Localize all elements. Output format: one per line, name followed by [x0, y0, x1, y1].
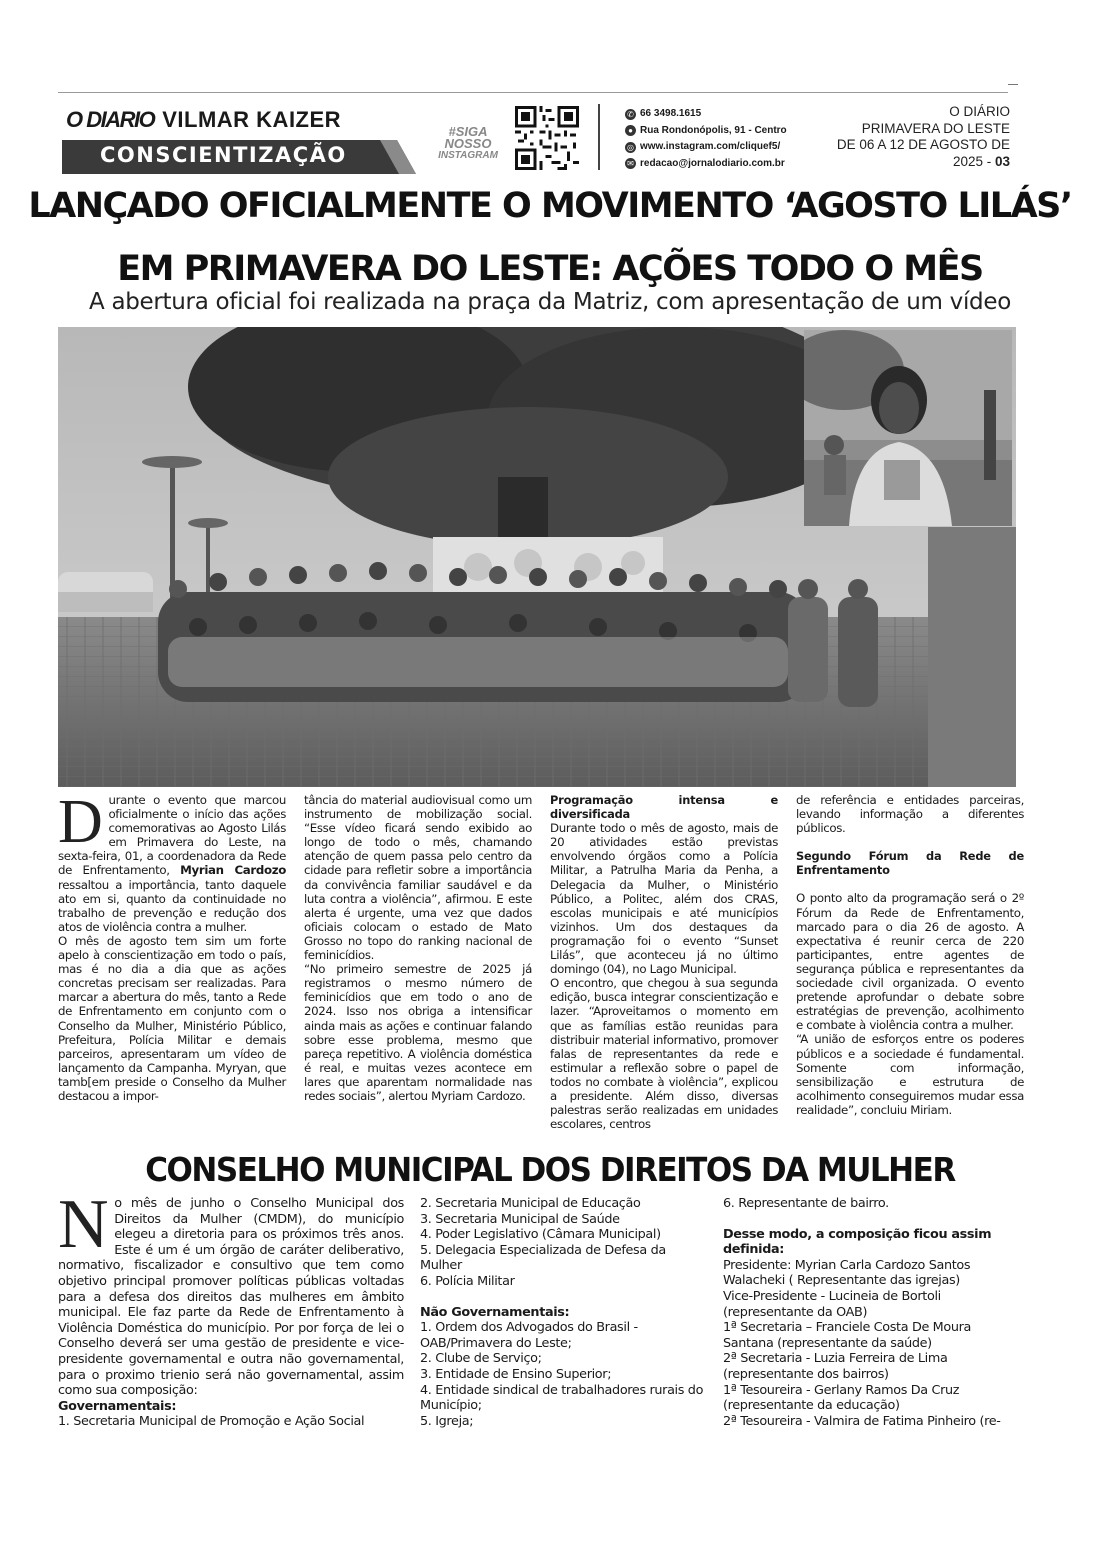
article1-column-3 — [550, 793, 778, 1131]
list-item: 1. Ordem dos Advogados do Brasil - OAB/Primavera do Leste; — [420, 1320, 638, 1351]
page-number: 03 — [994, 153, 1010, 169]
drop-cap: N — [58, 1186, 109, 1263]
headline-line-1: LANÇADO OFICIALMENTE O MOVIMENTO ‘AGOSTO LILÁS’ — [28, 186, 1072, 226]
article1-subheading: Programação intensa e diversificada — [550, 793, 778, 822]
list-title: Desse modo, a composição ficou assim definida: — [723, 1226, 992, 1258]
qr-code-icon[interactable] — [515, 106, 579, 170]
instagram-prompt-line: #SIGA — [448, 124, 488, 139]
list-item: 1. Secretaria Municipal de Promoção e Ação Social — [58, 1414, 365, 1430]
list-item: 2. Clube de Serviço; — [420, 1351, 542, 1367]
article2-column-1 — [58, 1186, 404, 1430]
section-label: CONSCIENTIZAÇÃO — [100, 143, 347, 167]
instagram-prompt-line: NOSSO — [444, 136, 492, 151]
location-pin-icon: ● — [625, 125, 636, 136]
list-item: 6. Polícia Militar — [420, 1273, 515, 1289]
member-entry: Presidente: Myrian Carla Cardozo Santos Walacheki ( Representante das igrejas) — [723, 1257, 971, 1289]
subtitle: A abertura oficial foi realizada na praça da Matriz, com apresentação de um vídeo — [89, 289, 1011, 315]
member-entry: 1ª Tesoureira - Gerlany Ramos Da Cruz (representante da educação) — [723, 1382, 960, 1414]
list-item: 6. Representante de bairro. — [723, 1196, 889, 1211]
article1-paragraph: “A união de esforços entre os poderes públicos e a sociedade é fundamental. Somente com informação, sensibilização e estrutura de acolhimento conseguiremos mudar essa realidade”, concluiu Miriam. — [796, 1032, 1024, 1117]
contact-info — [625, 106, 787, 172]
article1-paragraph: O encontro, que chegou à sua segunda edição, busca integrar conscientização e lazer. “Aproveitamos o momento em que as famílias estão reunidas para distribuir material informativo, promover falas de representantes da rede e estimular a reflexão sobre o papel de todos no combate à violência”, explicou a presidente. Além disso, diversas palestras serão realizadas em unidades escolares, centros — [550, 976, 778, 1132]
headline-line-2: EM PRIMAVERA DO LESTE: AÇÕES TODO O MÊS — [117, 249, 983, 289]
article1-subheading: Segundo Fórum da Rede de Enfrentamento — [796, 849, 1024, 878]
instagram-prompt-line: INSTAGRAM — [438, 150, 498, 161]
edition-line: DE 06 A 12 DE AGOSTO DE — [836, 137, 1010, 152]
list-item: 5. Delegacia Especializada de Defesa da Mulher — [420, 1242, 666, 1274]
person-name: Myrian Cardozo — [180, 863, 287, 878]
list-item: 3. Entidade de Ensino Superior; — [420, 1366, 612, 1382]
article1-paragraph: tância do material audiovisual como um instrumento de mobilização social. “Esse vídeo ficará sendo exibido ao longo de todo o mês, chamando atenção de quem passa pelo centro da cidade para refletir sobre a importância da convivência familiar saudável e da luta contra a violência”, afirmou. E este alerta é urgente, uma vez que dados oficiais colocam o estado de Mato Grosso no topo do ranking nacional de feminicídios. — [304, 793, 532, 963]
member-entry: Vice-Presidente - Lucineia de Bortoli (representante da OAB) — [723, 1288, 941, 1320]
article1-paragraph: de referência e entidades parceiras, levando informação a diferentes públicos. — [796, 793, 1024, 836]
instagram-prompt — [428, 126, 508, 162]
article1-paragraph: Durante todo o mês de agosto, mais de 20 atividades estão previstas envolvendo órgãos como a Polícia Militar, a Patrulha Maria da Penha, a Delegacia da Mulher, o Ministério Público, a Politec, além dos CRAS, escolas municipais e até municípios vizinhos. Um dos destaques da programação foi o evento “Sunset Lilás”, que aconteceu já no último domingo (04), no Lago Municipal. — [550, 821, 778, 977]
contact-instagram[interactable]: ◎ www.instagram.com/cliquef5/ — [627, 141, 781, 152]
whatsapp-icon: ✆ — [625, 109, 636, 120]
list-item: 4. Entidade sindical de trabalhadores rurais do Município; — [420, 1382, 704, 1414]
brand-logo: O DIARIO — [66, 107, 155, 132]
edition-line: O DIÁRIO — [949, 104, 1010, 119]
article1-column-2 — [304, 793, 532, 1103]
article2-column-3 — [723, 1196, 1023, 1429]
contact-phone[interactable]: ✆ 66 3498.1615 — [625, 106, 787, 123]
instagram-icon: ◎ — [625, 142, 636, 153]
list-title: Não Governamentais: — [420, 1304, 570, 1320]
drop-cap: D — [58, 788, 103, 856]
columnist-name: VILMAR KAIZER — [162, 107, 342, 132]
section-banner — [62, 140, 416, 174]
article1-paragraph: “No primeiro semestre de 2025 já registramos o mesmo número de feminicídios que em todo o ano de 2024. Isso nos obriga a intensificar ainda mais as ações e continuar falando sobre esse problema, mesmo que pareça repetitivo. A violência doméstica é real, e muitas vezes acontece em lares que aparentam normalidade nas redes sociais”, alertou Myriam Cardozo. — [304, 962, 532, 1103]
crop-mark — [1008, 84, 1018, 85]
article2-column-2 — [420, 1196, 708, 1429]
list-item: 2. Secretaria Municipal de Educação — [420, 1196, 641, 1211]
list-title: Governamentais: — [58, 1398, 177, 1414]
edition-info — [837, 104, 1010, 170]
article2-paragraph: No mês de junho o Conselho Municipal dos Direitos da Mulher (CMDM), do município elegeu a diretoria para os próximos três anos. Este é um é um órgão de caráter deliberativo, normativo, fiscalizador e consultivo que tem como objetivo principal promover políticas públicas voltadas para a defesa dos direitos das mulheres em âmbito municipal. Ele faz parte da Rede de Enfrentamento à Violência Doméstica do município. Por por força de lei o Conselho deverá ser uma gestão de presidente e vice-presidente governamental e outra não governamental, para o proximo trienio será não governamental, assim como sua composição: — [58, 1186, 404, 1399]
speaker-inset-photo — [804, 330, 1012, 526]
edition-line: PRIMAVERA DO LESTE — [861, 120, 1010, 136]
member-entry: 2ª Secretaria - Luzia Ferreira de Lima (representante dos bairros) — [723, 1351, 948, 1382]
header-divider — [598, 104, 600, 170]
list-item: 5. Igreja; — [420, 1413, 474, 1429]
member-entry: 2ª Tesoureira - Valmira de Fatima Pinheiro (re- — [723, 1413, 1001, 1429]
article1-column-1 — [58, 788, 287, 1103]
contact-address: ● Rua Rondonópolis, 91 - Centro — [625, 123, 787, 140]
article2-headline: CONSELHO MUNICIPAL DOS DIREITOS DA MULHER — [145, 1150, 955, 1189]
article1-paragraph: O mês de agosto tem sim um forte apelo à conscientização em todo o país, mas é no dia a dia que as ações concretas precisam ser realizadas. Para marcar a abertura do mês, tanto a Rede de Enfrentamento em conjunto com o Conselho da Mulher, Ministério Público, Prefeitura, Polícia Militar e demais parceiros, apresentaram um vídeo de lançamento da Campanha. Myryan, que tamb[em preside o Conselho da Mulher destacou a impor- — [58, 933, 286, 1103]
article1-paragraph: O ponto alto da programação será o 2º Fórum da Rede de Enfrentamento, marcado para o dia 26 de agosto. A expectativa é reunir cerca de 220 participantes, entre agentes de segurança pública e representantes da sociedade civil organizada. O evento pretende aprofundar o debate sobre estratégias de prevenção, acolhimento e combate à violência contra a mulher. — [796, 891, 1024, 1033]
masthead — [66, 107, 341, 133]
member-entry: 1ª Secretaria – Franciele Costa De Moura Santana (representante da saúde) — [723, 1320, 972, 1351]
header-rule — [58, 92, 1008, 93]
list-item: 3. Secretaria Municipal de Saúde — [420, 1211, 620, 1227]
article1-paragraph: Durante o evento que marcou oficialmente o início das ações comemorativas ao Agosto Lilás em Primavera do Leste, na sexta-feira, 01, a coordenadora da Rede de Enfrentamento, Myrian Cardozo ressaltou a importância, tanto daquele ato em si, quanto da continuidade no trabalho de prevenção e redução dos atos de violência contra a mulher. — [58, 788, 287, 934]
contact-email[interactable]: ✉ redacao@jornalodiario.com.br — [625, 156, 787, 173]
article1-column-4 — [796, 793, 1024, 1117]
edition-line: 2025 - 03 — [952, 153, 1010, 169]
mail-icon: ✉ — [625, 158, 636, 169]
list-item: 4. Poder Legislativo (Câmara Municipal) — [420, 1227, 661, 1243]
